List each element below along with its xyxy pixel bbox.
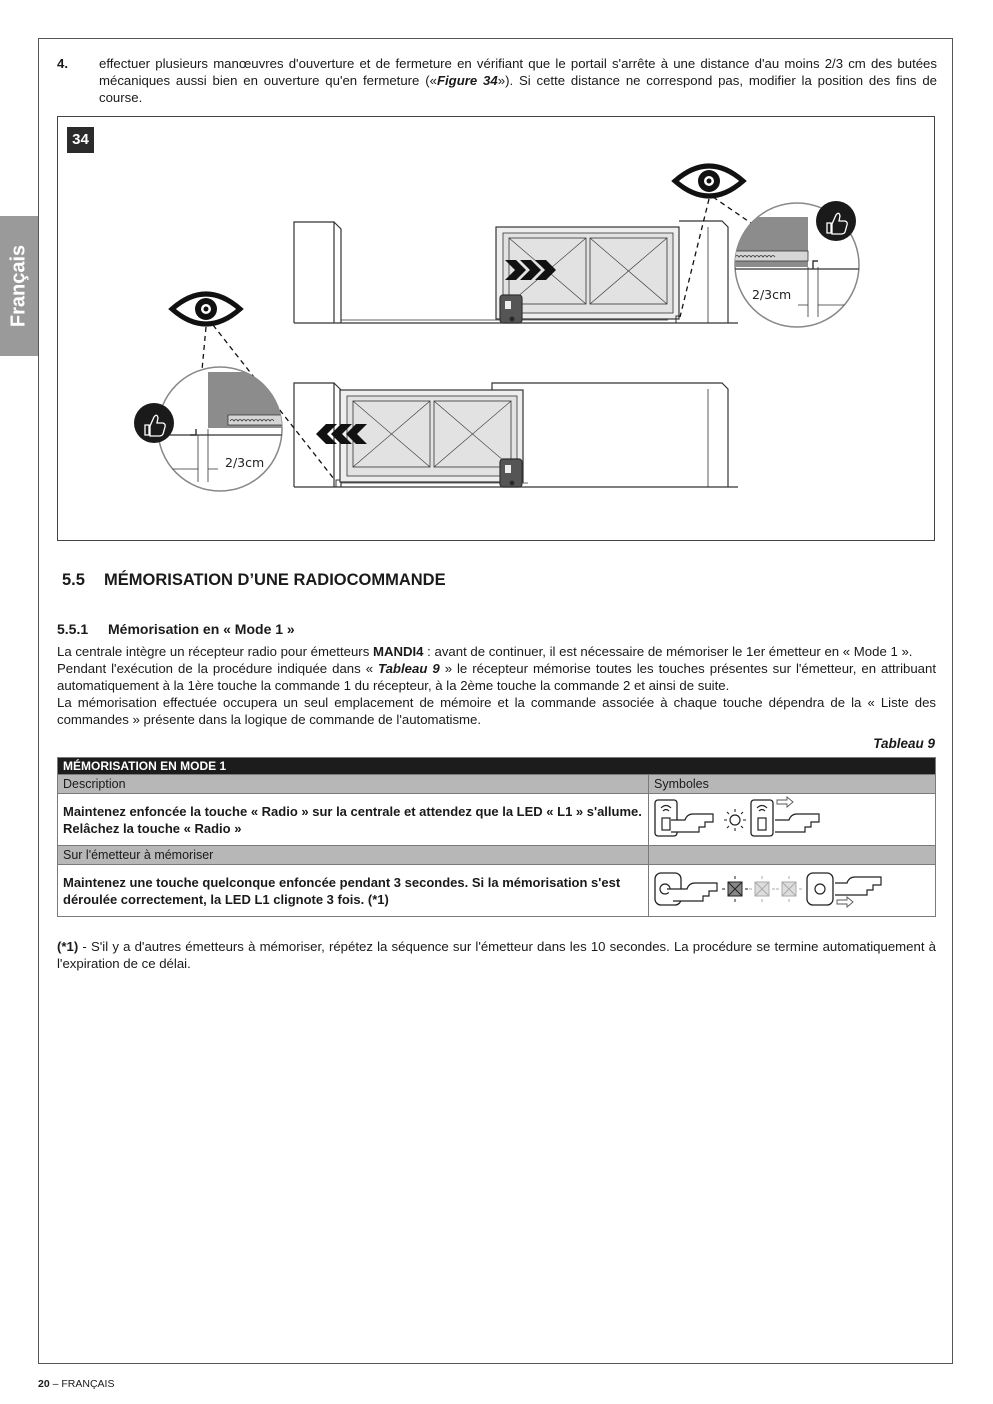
product-name: MANDI4 [372, 644, 424, 659]
press-radio-led-on-icon [651, 796, 829, 840]
language-tab [0, 216, 38, 356]
row2-description: Maintenez une touche quelconque enfoncée pendant 3 secondes. Si la mémorisation s'est déroulée correctement, la LED L1 clignote 3 fois. (*1) [58, 865, 649, 917]
distance-label-bottom: 2/3cm [225, 455, 265, 470]
press-key-led-blink-icon [651, 867, 891, 911]
thumbs-up-icon [134, 403, 174, 443]
language-tab-label: Français [7, 244, 30, 328]
step-text: effectuer plusieurs manœuvres d'ouverture et de fermeture en vérifiant que le portail s'arrête à une distance d'au moins 2/3 cm des butées mécaniques aussi bien en ouverture qu'en fermeture («Figure 34»). Si cette distance ne correspond pas, modifier la position des fins de course. [99, 56, 937, 105]
table-reference: Tableau 9 [378, 661, 440, 676]
memorization-table [57, 757, 936, 917]
gate-diagram [58, 117, 934, 540]
distance-label-top: 2/3cm [752, 287, 792, 302]
page-footer: 20 – FRANÇAIS [38, 1378, 115, 1390]
row1-symbols [649, 794, 936, 846]
col-description: Description [58, 775, 649, 794]
table-subheader: Sur l'émetteur à mémoriser [58, 846, 649, 865]
table-title: MÉMORISATION EN MODE 1 [58, 758, 936, 775]
figure-34 [57, 116, 935, 541]
row2-symbols [649, 865, 936, 917]
body-paragraph: La centrale intègre un récepteur radio pour émetteurs MANDI4 : avant de continuer, il est nécessaire de mémoriser le 1er émetteur en « Mode 1 ». Pendant l'exécution de la procédure indiquée dans « Tableau 9 » le récepteur mémorise toutes les touches présentes sur l'émetteur, en attribuant automatiquement à la 1ère touche la commande 1 du récepteur, à la 2ème touche la commande 2 et ainsi de suite. La mémorisation effectuée occupera un seul emplacement de mémoire et la commande associée à chaque touche dépendra de la « Liste des commandes » présente dans la logique de commande de l'automatisme. [57, 644, 936, 727]
footnote: (*1) - S'il y a d'autres émetteurs à mémoriser, répétez la séquence sur l'émetteur dans les 10 secondes. La procédure se termine automatiquement à l'expiration de ce délai. [57, 939, 936, 971]
bottom-gate-scene [294, 383, 738, 487]
page-number: 20 [38, 1378, 50, 1390]
eye-icon [172, 294, 240, 324]
figure-reference: Figure 34 [436, 73, 498, 88]
figure-number: 34 [67, 127, 94, 153]
table-label: Tableau 9 [873, 736, 935, 751]
eye-icon [675, 166, 743, 196]
subsection-heading: 5.5.1 Mémorisation en « Mode 1 » [57, 621, 295, 637]
col-symbols: Symboles [649, 775, 936, 794]
section-heading: 5.5 MÉMORISATION D’UNE RADIOCOMMANDE [62, 571, 446, 589]
step-4 [57, 55, 937, 106]
thumbs-up-icon [816, 201, 856, 241]
footnote-marker: (*1) [57, 939, 79, 954]
row1-description: Maintenez enfoncée la touche « Radio » sur la centrale et attendez que la LED « L1 » s'allume. Relâchez la touche « Radio » [58, 794, 649, 846]
step-number: 4. [57, 56, 68, 71]
